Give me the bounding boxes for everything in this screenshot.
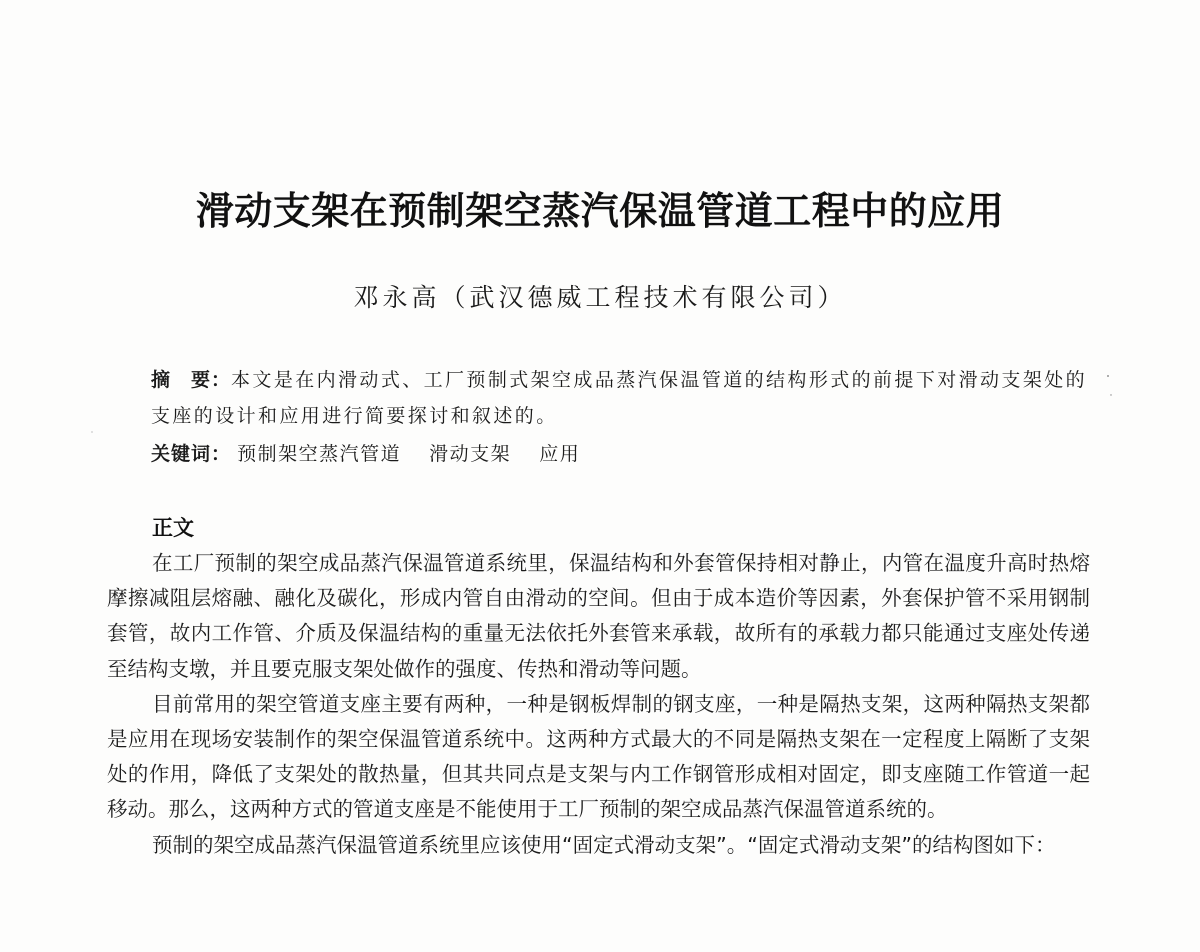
abstract-label: 摘 要：: [151, 369, 232, 391]
paragraph-2: 目前常用的架空管道支座主要有两种，一种是钢板焊制的钢支座，一种是隔热支架，这两种隔热支架都是应用在现场安装制作的架空保温管道系统中。这两种方式最大的不同是隔热支架在一定程度上隔断了支架处的作用，降低了支架处的散热量，但其共同点是支架与内工作钢管形成相对固定，即支座随工作管道一起移动。那么，这两种方式的管道支座是不能使用于工厂预制的架空成品蒸汽保温管道系统的。: [107, 691, 1090, 822]
keywords-label: 关键词：: [151, 443, 232, 465]
paragraph-1: 在工厂预制的架空成品蒸汽保温管道系统里，保温结构和外套管保持相对静止，内管在温度升高时热熔摩擦减阻层熔融、融化及碳化，形成内管自由滑动的空间。但由于成本造价等因素，外套保护管不采用钢制套管，故内工作管、介质及保温结构的重量无法依托外套管来承载，故所有的承载力都只能通过支座处传递至结构支墩，并且要克服支架处做作的强度、传热和滑动等问题。: [107, 551, 1090, 681]
paragraph-3: 预制的架空成品蒸汽保温管道系统里应该使用“固定式滑动支架”。“固定式滑动支架”的结构图如下：: [152, 832, 1056, 857]
keyword-item: 预制架空蒸汽管道: [237, 443, 402, 465]
keyword-item: 应用: [539, 443, 581, 465]
paper-title: 滑动支架在预制架空蒸汽保温管道工程中的应用: [195, 189, 1005, 233]
keyword-item: 滑动支架: [429, 443, 512, 465]
body-text: [107, 546, 1090, 863]
keywords: [151, 436, 602, 472]
abstract: [107, 362, 1092, 434]
abstract-text: 本文是在内滑动式、工厂预制式架空成品蒸汽保温管道的结构形式的前提下对滑动支架处的支座的设计和应用进行简要探讨和叙述的。: [151, 369, 1088, 427]
author-affiliation: 邓永高（武汉德威工程技术有限公司）: [353, 283, 847, 312]
section-heading: 正文: [152, 516, 194, 540]
